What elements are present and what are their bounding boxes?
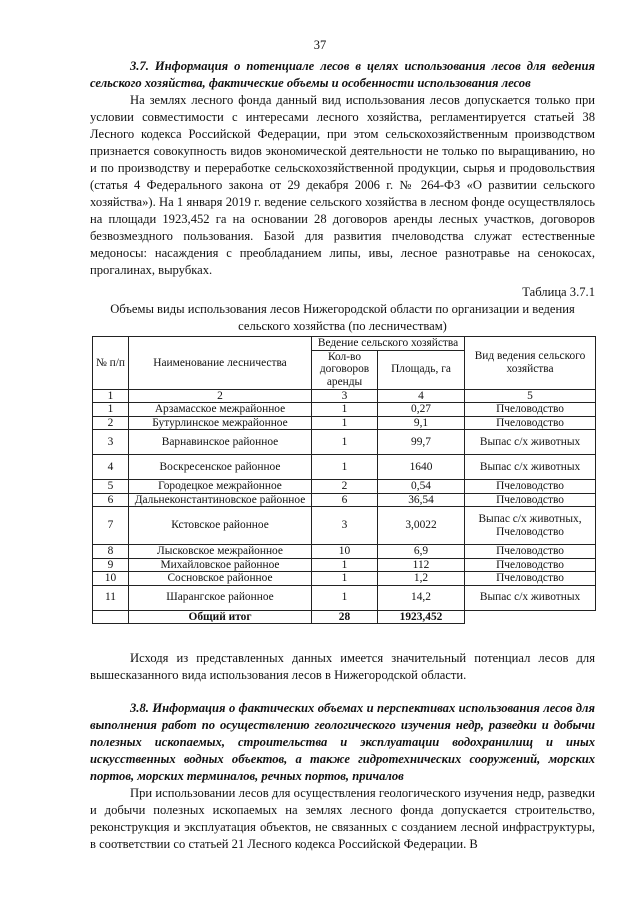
cell-name: Воскресенское районное [129,455,312,480]
cell-count: 1 [312,585,378,610]
cell-num: 11 [93,585,129,610]
cell-area: 0,54 [378,480,465,494]
cell-area: 112 [378,558,465,572]
conclusion-paragraph: Исходя из представленных данных имеется значительный потенциал лесов для вышесказанного вида использования лесов в Нижегородской области. [90,651,595,682]
column-number: 3 [312,389,378,403]
table-number: Таблица 3.7.1 [522,285,595,299]
section-heading: 3.7. Информация о потенциале лесов в целях использования лесов для ведения сельского хозяйства, фактические объемы и особенности использования лесов [90,59,595,90]
column-number: 5 [465,389,596,403]
cell-type: Пчеловодство [465,480,596,494]
cell-count: 10 [312,545,378,559]
cell-num: 8 [93,545,129,559]
cell-count: 2 [312,480,378,494]
cell-count: 3 [312,507,378,545]
cell-area: 1,2 [378,572,465,586]
cell-count: 1 [312,455,378,480]
section-paragraph: При использовании лесов для осуществления геологического изучения недр, разведки и добычи полезных ископаемых на землях лесного фонда допускается строительство, реконструкция и эксплуатация объектов, не связанных с созданием лесной инфраструктуры, в соответствии со статьей 21 Лесного кодекса Российской Федерации. В [90,786,595,851]
cell-type: Пчеловодство [465,403,596,417]
cell-area: 99,7 [378,430,465,455]
cell-count: 1 [312,416,378,430]
section-paragraph: На землях лесного фонда данный вид использования лесов допускается только при условии совместимости с интересами лесного хозяйства, регламентируется статьей 38 Лесного кодекса Российской Федерации, при этом сельскохозяйственным производством признается совокупность видов экономической деятельности не только по выращиванию, но и по производству и переработке сельскохозяйственной продукции, сырья и продовольствия (статья 4 Федерального закона от 29 декабря 2006 г. № 264-ФЗ «О развитии сельского хозяйства»). На 1 января 2019 г. ведение сельского хозяйства в лесном фонде осуществлялось на площади 1923,452 га на основании 28 договоров аренды лесных участков, договоров безвозмездного пользования. Базой для развития пчеловодства служат естественные медоносы: насаждения с преобладанием липы, ивы, лесное разнотравье на сенокосах, прогалинах, вырубках. [90,93,595,277]
cell-type: Выпас с/х животных [465,585,596,610]
section-3-7 [90,58,595,279]
cell-name: Варнавинское районное [129,430,312,455]
cell-type: Выпас с/х животных, Пчеловодство [465,507,596,545]
cell-num: 3 [93,430,129,455]
cell-type: Выпас с/х животных [465,430,596,455]
table-row [93,545,596,559]
cell-num: 5 [93,480,129,494]
section-heading: 3.8. Информация о фактических объемах и перспективах использования лесов для выполнения работ по осуществлению геологического изучения недр, разведки и добычи полезных ископаемых, строительства и эксплуатации водохранилищ и иных искусственных водных объектов, а также гидротехнических сооружений, морских портов, морских терминалов, речных портов, причалов [90,701,595,783]
table-row [93,403,596,417]
table-row [93,507,596,545]
cell-name: Дальнеконстантиновское районное [129,493,312,507]
cell-name: Михайловское районное [129,558,312,572]
table-row [93,493,596,507]
cell-name: Кстовское районное [129,507,312,545]
cell-count: 1 [312,403,378,417]
cell-area: 9,1 [378,416,465,430]
cell-type: Пчеловодство [465,416,596,430]
table-row [93,480,596,494]
cell-count: 6 [312,493,378,507]
header-type: Вид ведения сельского хозяйства [465,337,596,390]
total-label: Общий итог [129,610,312,624]
cell-name: Городецкое межрайонное [129,480,312,494]
cell-name: Арзамасское межрайонное [129,403,312,417]
cell-num: 1 [93,403,129,417]
cell-count: 1 [312,430,378,455]
cell-name: Бутурлинское межрайонное [129,416,312,430]
column-number: 1 [93,389,129,403]
cell-name: Шарангское районное [129,585,312,610]
column-number: 2 [129,389,312,403]
cell-name: Сосновское районное [129,572,312,586]
header-name: Наименование лесничества [129,337,312,390]
total-area: 1923,452 [378,610,465,624]
cell-type: Пчеловодство [465,558,596,572]
table-header-row [93,337,596,351]
table-row [93,572,596,586]
total-count: 28 [312,610,378,624]
total-type [465,610,596,624]
cell-type: Пчеловодство [465,493,596,507]
cell-area: 1640 [378,455,465,480]
data-table [92,336,596,624]
cell-count: 1 [312,572,378,586]
cell-type: Пчеловодство [465,545,596,559]
table-row [93,455,596,480]
cell-num: 2 [93,416,129,430]
table-row [93,430,596,455]
cell-area: 36,54 [378,493,465,507]
cell-area: 3,0022 [378,507,465,545]
cell-num: 10 [93,572,129,586]
header-count: Кол-во договоров аренды [312,350,378,389]
cell-num: 7 [93,507,129,545]
header-area: Площадь, га [378,350,465,389]
table-row [93,416,596,430]
cell-area: 14,2 [378,585,465,610]
table-row [93,558,596,572]
cell-name: Лысковское межрайонное [129,545,312,559]
cell-type: Пчеловодство [465,572,596,586]
table-title: Объемы виды использования лесов Нижегородской области по организации и ведения сельского хозяйства (по лесничествам) [110,302,575,333]
cell-type: Выпас с/х животных [465,455,596,480]
section-3-8 [90,700,595,853]
table-row [93,585,596,610]
cell-area: 6,9 [378,545,465,559]
header-num: № п/п [93,337,129,390]
column-number-row [93,389,596,403]
page-number: 37 [313,38,327,52]
cell-area: 0,27 [378,403,465,417]
cell-num: 4 [93,455,129,480]
cell-num: 9 [93,558,129,572]
column-number: 4 [378,389,465,403]
total-num [93,610,129,624]
table-total-row [93,610,596,624]
cell-count: 1 [312,558,378,572]
header-group: Ведение сельского хозяйства [312,337,465,351]
cell-num: 6 [93,493,129,507]
